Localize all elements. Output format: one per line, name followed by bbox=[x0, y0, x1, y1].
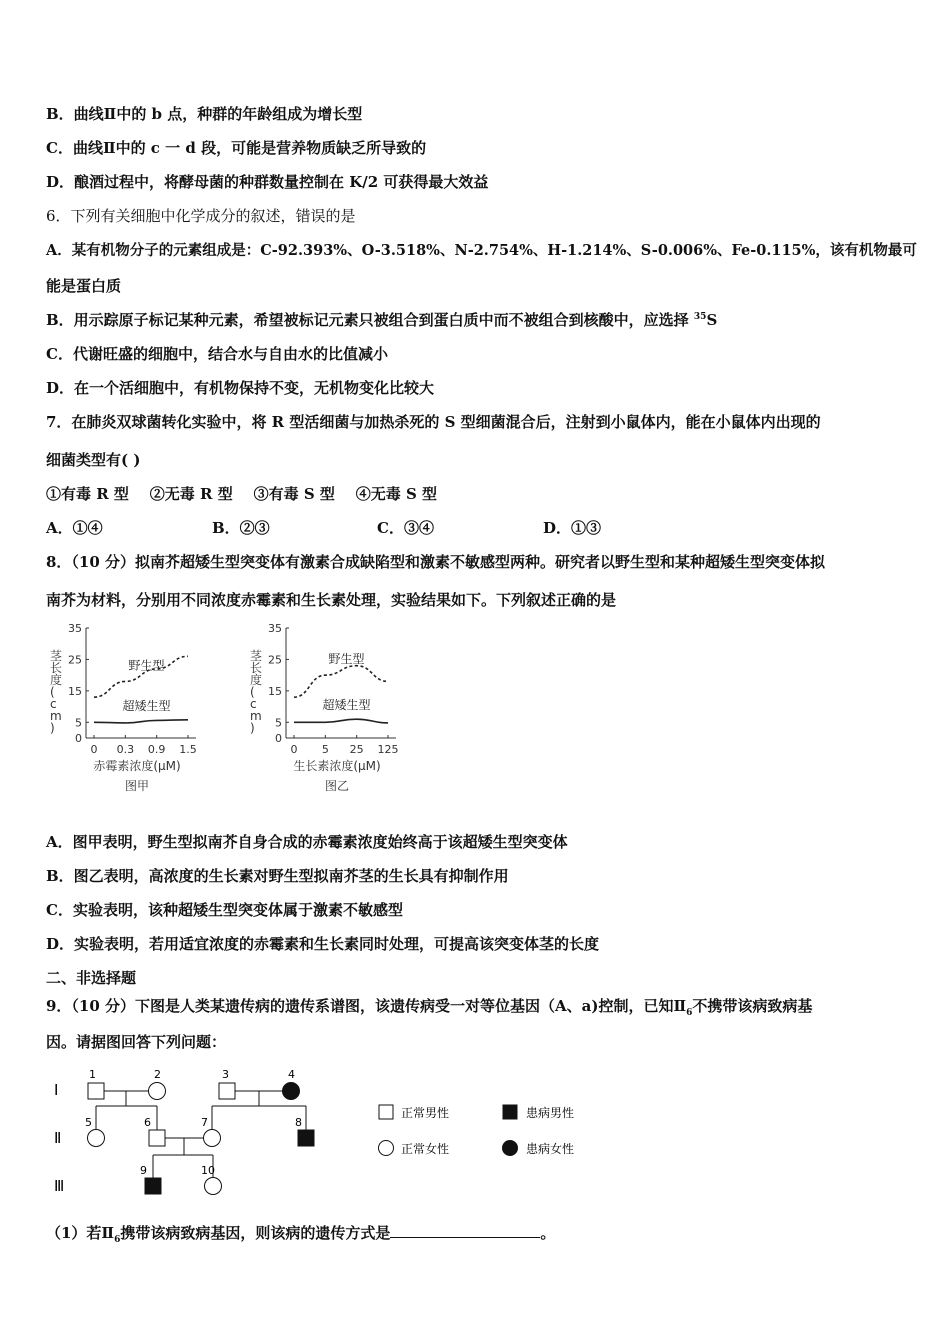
x-tick-label: 0.3 bbox=[116, 743, 135, 756]
isotope-symbol: S bbox=[706, 311, 718, 329]
chart-title: 图甲 bbox=[124, 779, 150, 793]
individual-1-normal-male bbox=[88, 1083, 104, 1099]
id-8: 8 bbox=[295, 1116, 302, 1129]
individual-5-normal-female bbox=[88, 1130, 105, 1147]
id-1: 1 bbox=[89, 1068, 96, 1081]
answer-blank[interactable] bbox=[390, 1223, 540, 1238]
q8-option-b: B．图乙表明，高浓度的生长素对野生型拟南芥茎的生长具有抑制作用 bbox=[46, 867, 509, 885]
y-tick-label: 5 bbox=[75, 716, 82, 730]
q8-option-a: A．图甲表明，野生型拟南芥自身合成的赤霉素浓度始终高于该超矮生型突变体 bbox=[46, 833, 568, 851]
legend-normal-female-icon bbox=[379, 1141, 394, 1156]
legend-affected-male: 患病男性 bbox=[526, 1106, 575, 1120]
x-tick-label: 1.5 bbox=[179, 743, 197, 756]
pedigree-chart bbox=[40, 1058, 610, 1206]
q7-option-b: B．②③ bbox=[212, 519, 270, 537]
x-tick-label: 25 bbox=[349, 743, 364, 756]
legend-affected-male-icon bbox=[503, 1105, 517, 1119]
id-4: 4 bbox=[288, 1068, 295, 1081]
id-7: 7 bbox=[201, 1116, 208, 1129]
y-tick-label: 35 bbox=[268, 622, 282, 635]
q9-stem-line1 bbox=[46, 995, 812, 1018]
q9-stem-text: 9．（10 分）下图是人类某遗传病的遗传系谱图，该遗传病受一对等位基因（A、a)控制，已知Ⅱ bbox=[46, 997, 687, 1015]
q9-sub1-text: （1）若Ⅱ bbox=[46, 1224, 115, 1242]
individual-2-normal-female bbox=[149, 1083, 166, 1100]
y-tick-label: 0 bbox=[275, 732, 282, 745]
q7-stem-line1: 7．在肺炎双球菌转化实验中，将 R 型活细菌与加热杀死的 S 型细菌混合后，注射到小鼠体内，能在小鼠体内出现的 bbox=[46, 413, 821, 431]
generation-label-1: Ⅰ bbox=[54, 1081, 59, 1099]
legend-normal-female: 正常女性 bbox=[401, 1142, 450, 1156]
section-heading: 二、非选择题 bbox=[46, 969, 137, 987]
individual-10-normal-female bbox=[205, 1178, 222, 1195]
y-tick-label: 35 bbox=[68, 622, 82, 635]
legend-affected-female-icon bbox=[503, 1141, 518, 1156]
q6-option-a-line1: A．某有机物分子的元素组成是：C-92.393%、O-3.518%、N-2.754%、H-1.214%、S-0.006%、Fe-0.115%，该有机物最可 bbox=[46, 242, 917, 259]
chart-title: 图乙 bbox=[324, 779, 350, 793]
series-line-wild-type bbox=[294, 666, 388, 697]
y-axis-label: 茎长度( c m ) bbox=[250, 649, 263, 735]
q9-sub1-period: 。 bbox=[540, 1224, 556, 1242]
q5-option-c: C．曲线Ⅱ中的 c 一 d 段，可能是营养物质缺乏所导致的 bbox=[46, 139, 427, 157]
individual-6-normal-male bbox=[149, 1130, 165, 1146]
id-10: 10 bbox=[201, 1164, 215, 1177]
q5-option-d: D．酿酒过程中，将酵母菌的种群数量控制在 K/2 可获得最大效益 bbox=[46, 173, 489, 191]
chart-figure-yi bbox=[240, 618, 430, 798]
q9-subquestion-1 bbox=[46, 1222, 555, 1245]
series-label: 野生型 bbox=[328, 652, 365, 667]
isotope-mass-number: 35 bbox=[693, 312, 707, 322]
q8-option-d: D．实验表明，若用适宜浓度的赤霉素和生长素同时处理，可提高该突变体茎的长度 bbox=[46, 935, 600, 953]
id-3: 3 bbox=[222, 1068, 229, 1081]
chart-figure-jia bbox=[40, 618, 230, 798]
q6-option-c: C．代谢旺盛的细胞中，结合水与自由水的比值减小 bbox=[46, 345, 388, 363]
y-tick-label: 25 bbox=[268, 653, 282, 667]
q8-stem-line1: 8．（10 分）拟南芥超矮生型突变体有激素合成缺陷型和激素不敏感型两种。研究者以野生型和某种超矮生型突变体拟 bbox=[46, 553, 826, 571]
q9-stem-sub: 6 bbox=[686, 1008, 693, 1018]
series-line-dwarf bbox=[94, 720, 188, 723]
q7-items: ①有毒 R 型 ②无毒 R 型 ③有毒 S 型 ④无毒 S 型 bbox=[46, 485, 438, 503]
id-5: 5 bbox=[85, 1116, 92, 1129]
x-axis-label: 赤霉素浓度(μM) bbox=[93, 759, 181, 773]
q5-option-b: B．曲线Ⅱ中的 b 点，种群的年龄组成为增长型 bbox=[46, 105, 363, 123]
y-tick-label: 15 bbox=[268, 684, 282, 698]
q6-option-a-line2: 能是蛋白质 bbox=[46, 277, 122, 295]
q7-option-a: A．①④ bbox=[46, 519, 103, 537]
legend-normal-male: 正常男性 bbox=[401, 1106, 450, 1120]
q8-stem-line2: 南芥为材料，分别用不同浓度赤霉素和生长素处理，实验结果如下。下列叙述正确的是 bbox=[46, 591, 617, 609]
generation-label-3: Ⅲ bbox=[54, 1177, 65, 1195]
x-tick-label: 0 bbox=[290, 743, 298, 756]
q8-option-c: C．实验表明，该种超矮生型突变体属于激素不敏感型 bbox=[46, 901, 403, 919]
q7-stem-line2: 细菌类型有( ) bbox=[46, 451, 141, 469]
y-tick-label: 25 bbox=[68, 653, 82, 667]
individual-9-affected-male bbox=[145, 1178, 161, 1194]
x-axis-label: 生长素浓度(μM) bbox=[293, 759, 381, 773]
series-label: 超矮生型 bbox=[122, 698, 171, 713]
q6-option-d: D．在一个活细胞中，有机物保持不变，无机物变化比较大 bbox=[46, 379, 435, 397]
q9-sub1-subscript: 6 bbox=[114, 1235, 121, 1245]
series-line-dwarf bbox=[294, 719, 388, 723]
legend-affected-female: 患病女性 bbox=[526, 1142, 575, 1156]
y-axis-label: 茎长度( c m ) bbox=[50, 649, 63, 735]
individual-4-affected-female bbox=[283, 1083, 300, 1100]
q9-stem-text-end: 不携带该病致病基 bbox=[692, 997, 813, 1015]
individual-3-normal-male bbox=[219, 1083, 235, 1099]
id-2: 2 bbox=[154, 1068, 161, 1081]
y-tick-label: 15 bbox=[68, 684, 82, 698]
x-tick-label: 125 bbox=[377, 743, 399, 756]
q6-stem: 6．下列有关细胞中化学成分的叙述，错误的是 bbox=[46, 207, 356, 225]
x-tick-label: 0 bbox=[90, 743, 98, 756]
id-6: 6 bbox=[144, 1116, 151, 1129]
q6-option-b bbox=[46, 309, 717, 330]
y-tick-label: 5 bbox=[275, 716, 282, 730]
q6-option-b-text: B．用示踪原子标记某种元素，希望被标记元素只被组合到蛋白质中而不被组合到核酸中，应选择 bbox=[46, 311, 694, 329]
series-label: 野生型 bbox=[128, 658, 165, 673]
q7-option-d: D．①③ bbox=[543, 519, 602, 537]
q7-option-c: C．③④ bbox=[377, 519, 434, 537]
individual-7-normal-female bbox=[204, 1130, 221, 1147]
legend-normal-male-icon bbox=[379, 1105, 393, 1119]
x-tick-label: 5 bbox=[321, 743, 329, 756]
series-label: 超矮生型 bbox=[322, 698, 371, 713]
generation-label-2: Ⅱ bbox=[54, 1129, 62, 1147]
q9-sub1-text-end: 携带该病致病基因，则该病的遗传方式是 bbox=[120, 1224, 391, 1242]
q9-stem-line2: 因。请据图回答下列问题： bbox=[46, 1033, 227, 1051]
x-tick-label: 0.9 bbox=[147, 743, 166, 756]
individual-8-affected-male bbox=[298, 1130, 314, 1146]
id-9: 9 bbox=[140, 1164, 147, 1177]
y-tick-label: 0 bbox=[75, 732, 82, 745]
